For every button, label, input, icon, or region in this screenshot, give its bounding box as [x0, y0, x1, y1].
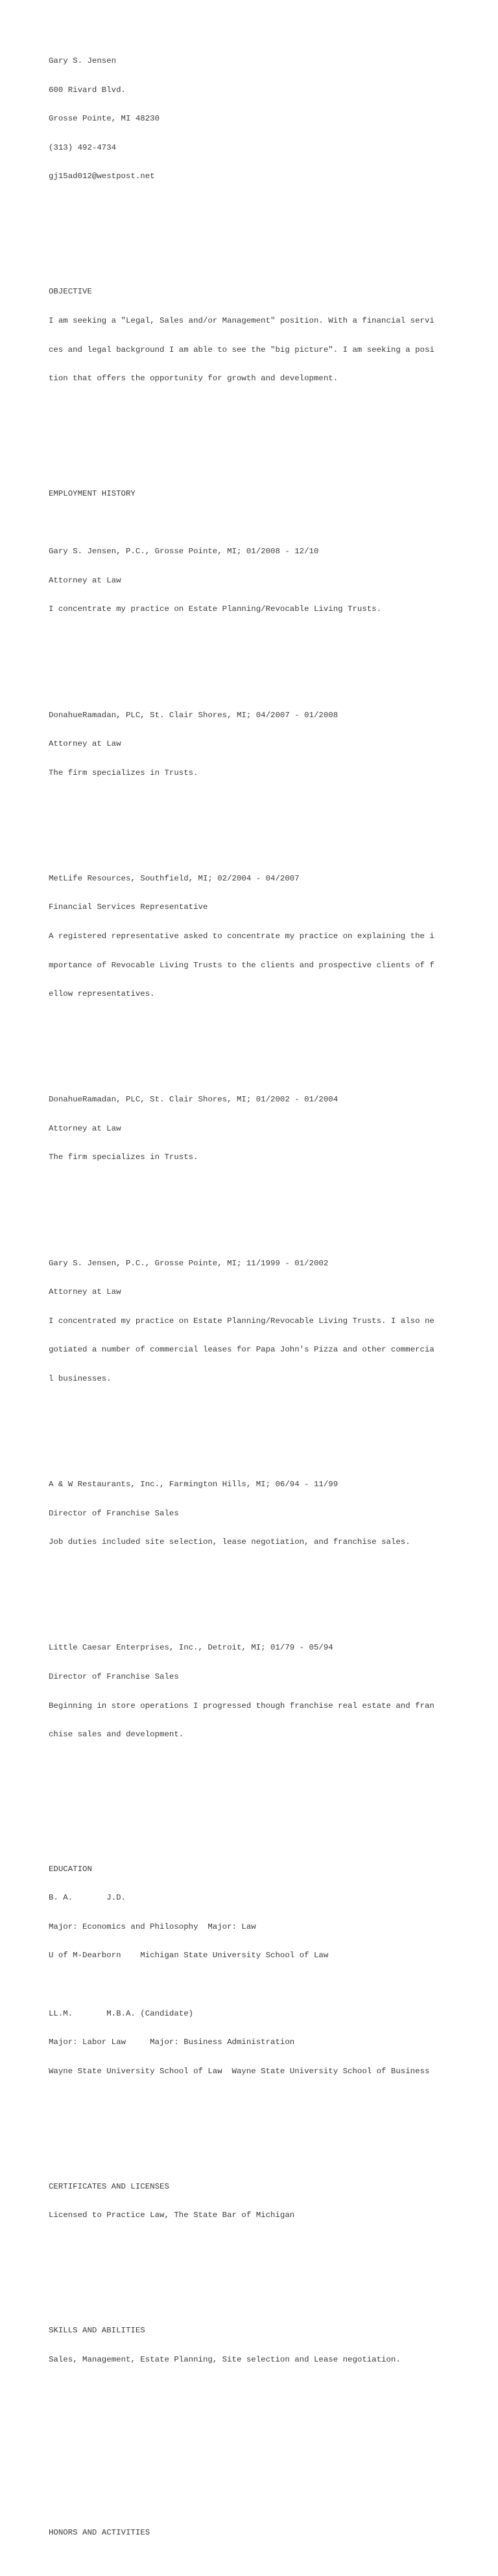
- education-line: LL.M. M.B.A. (Candidate): [49, 2008, 194, 2018]
- education-line: Major: Labor Law Major: Business Administration: [49, 2038, 295, 2047]
- job-title: Attorney at Law: [49, 739, 121, 749]
- applicant-name: Gary S. Jensen: [49, 56, 117, 66]
- job-title: Director of Franchise Sales: [49, 1672, 179, 1681]
- section-heading-objective: OBJECTIVE: [49, 287, 92, 297]
- job-employer: DonahueRamadan, PLC, St. Clair Shores, MI; 01/2002 - 01/2004: [49, 1095, 338, 1105]
- section-heading-employment: EMPLOYMENT HISTORY: [49, 489, 136, 499]
- address-line-2: Grosse Pointe, MI 48230: [49, 114, 160, 124]
- job-description: Beginning in store operations I progressed though franchise real estate and fran: [49, 1701, 434, 1710]
- address-line-1: 600 Rivard Blvd.: [49, 85, 126, 95]
- spacer: [49, 2268, 470, 2278]
- education-line: [49, 1980, 470, 1990]
- objective-line: ces and legal background I am able to see the "big picture". I am seeking a posi: [49, 345, 434, 354]
- skills-line: Sales, Management, Estate Planning, Site selection and Lease negotiation.: [49, 2354, 401, 2364]
- job-entry: [49, 528, 470, 634]
- resume-document: [49, 8, 470, 2576]
- spacer: [49, 1422, 470, 1432]
- spacer: [49, 816, 470, 826]
- job-description: The firm specializes in Trusts.: [49, 1153, 198, 1162]
- job-entry: [49, 855, 470, 1018]
- job-employer: DonahueRamadan, PLC, St. Clair Shores, MI; 04/2007 - 01/2008: [49, 710, 338, 720]
- education-line: Wayne State University School of Law Wayne State University School of Business: [49, 2066, 430, 2076]
- section-heading-education: EDUCATION: [49, 1864, 92, 1874]
- spacer: [49, 2124, 470, 2134]
- job-description: Job duties included site selection, lease negotiation, and franchise sales.: [49, 1537, 410, 1547]
- contact-block: [49, 38, 470, 201]
- job-title: Director of Franchise Sales: [49, 1508, 179, 1518]
- job-entry: [49, 1460, 470, 1566]
- phone-number: (313) 492-4734: [49, 143, 117, 152]
- objective-section: [49, 268, 470, 403]
- employment-section: [49, 470, 470, 1778]
- spacer: [49, 431, 470, 441]
- job-title: Financial Services Representative: [49, 903, 208, 912]
- spacer: [49, 653, 470, 663]
- job-employer: Little Caesar Enterprises, Inc., Detroit, MI; 01/79 - 05/94: [49, 1643, 333, 1653]
- job-description: l businesses.: [49, 1374, 112, 1383]
- job-entry: [49, 1076, 470, 1182]
- job-employer: MetLife Resources, Southfield, MI; 02/2004 - 04/2007: [49, 873, 300, 883]
- education-line: B. A. J.D.: [49, 1893, 126, 1903]
- job-description: The firm specializes in Trusts.: [49, 768, 198, 777]
- job-description: A registered representative asked to concentrate my practice on explaining the i: [49, 932, 434, 941]
- spacer: [49, 1807, 470, 1817]
- job-entry: [49, 691, 470, 797]
- job-employer: A & W Restaurants, Inc., Farmington Hills, MI; 06/94 - 11/99: [49, 1480, 338, 1489]
- job-description: chise sales and development.: [49, 1730, 184, 1740]
- objective-line: tion that offers the opportunity for growth and development.: [49, 374, 338, 384]
- job-entry: [49, 1239, 470, 1403]
- spacer: [49, 229, 470, 239]
- honors-section: [49, 2509, 470, 2557]
- job-title: Attorney at Law: [49, 1123, 121, 1133]
- skills-section: [49, 2307, 470, 2384]
- job-employer: Gary S. Jensen, P.C., Grosse Pointe, MI; 11/1999 - 01/2002: [49, 1258, 329, 1268]
- section-heading-certificates: CERTIFICATES AND LICENSES: [49, 2181, 169, 2191]
- objective-line: I am seeking a "Legal, Sales and/or Management" position. With a financial servi: [49, 316, 434, 325]
- job-title: Attorney at Law: [49, 575, 121, 585]
- job-title: Attorney at Law: [49, 1287, 121, 1297]
- certificate-line: Licensed to Practice Law, The State Bar of Michigan: [49, 2211, 295, 2220]
- education-section: [49, 1845, 470, 2095]
- section-heading-honors: HONORS AND ACTIVITIES: [49, 2528, 150, 2538]
- job-description: ellow representatives.: [49, 989, 155, 999]
- section-heading-skills: SKILLS AND ABILITIES: [49, 2326, 145, 2336]
- education-line: Major: Economics and Philosophy Major: Law: [49, 1922, 256, 1931]
- job-description: mportance of Revocable Living Trusts to the clients and prospective clients of f: [49, 960, 434, 970]
- spacer: [49, 1585, 470, 1595]
- email-address: gj15ad012@westpost.net: [49, 172, 155, 181]
- job-description: gotiated a number of commercial leases for Papa John's Pizza and other commercia: [49, 1345, 434, 1355]
- job-description: I concentrated my practice on Estate Planning/Revocable Living Trusts. I also ne: [49, 1316, 434, 1326]
- job-entry: [49, 1624, 470, 1759]
- job-description: I concentrate my practice on Estate Planning/Revocable Living Trusts.: [49, 604, 382, 614]
- spacer: [49, 1037, 470, 1047]
- spacer: [49, 2413, 470, 2480]
- spacer: [49, 1201, 470, 1211]
- job-employer: Gary S. Jensen, P.C., Grosse Pointe, MI; 01/2008 - 12/10: [49, 547, 319, 557]
- certificates-section: [49, 2163, 470, 2240]
- education-line: U of M-Dearborn Michigan State University School of Law: [49, 1951, 329, 1961]
